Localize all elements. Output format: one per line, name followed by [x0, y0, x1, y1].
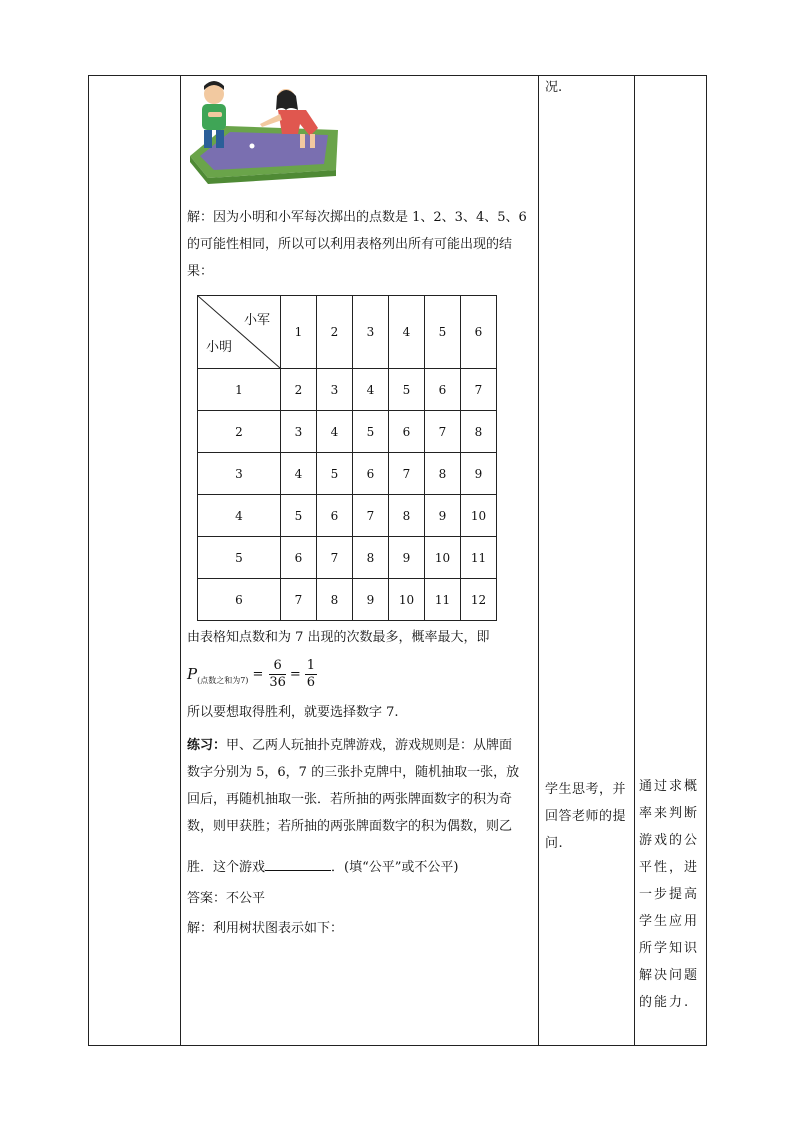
- formula-eq-1: =: [252, 666, 264, 682]
- row-header-1: 1: [198, 369, 281, 411]
- sum-cell: 6: [281, 537, 317, 579]
- choose-line: 所以要想取得胜利，就要选择数字 7.: [187, 705, 399, 720]
- sum-cell: 9: [425, 495, 461, 537]
- probability-formula: [187, 654, 319, 694]
- row-header-6: 6: [198, 579, 281, 621]
- exercise-label: 练习：: [187, 738, 227, 753]
- frac2-denominator: 6: [306, 674, 316, 690]
- sum-cell: 12: [461, 579, 497, 621]
- sum-cell: 10: [461, 495, 497, 537]
- sum-cell: 9: [461, 453, 497, 495]
- sum-cell: 4: [353, 369, 389, 411]
- formula-subscript: (点数之和为7): [197, 675, 249, 685]
- sum-cell: 4: [317, 411, 353, 453]
- solution-line-1: 解：因为小明和小军每次掷出的点数是 1、2、3、4、5、6: [187, 210, 527, 225]
- answer-blank: [265, 857, 331, 871]
- column-divider-3: [634, 76, 635, 1045]
- sum-cell: 11: [425, 579, 461, 621]
- col-header-4: 4: [389, 296, 425, 369]
- sum-cell: 5: [389, 369, 425, 411]
- sum-cell: 9: [389, 537, 425, 579]
- sum-cell: 8: [389, 495, 425, 537]
- fraction-1-6: [305, 658, 317, 691]
- previous-row-text: 况.: [545, 80, 563, 95]
- table-row: [198, 411, 497, 453]
- sum-cell: 9: [353, 579, 389, 621]
- sum-cell: 4: [281, 453, 317, 495]
- student-activity: 学生思考，并回答老师的提问.: [545, 782, 627, 851]
- sum-cell: 2: [281, 369, 317, 411]
- row-header-4: 4: [198, 495, 281, 537]
- sum-cell: 3: [281, 411, 317, 453]
- sum-cell: 6: [317, 495, 353, 537]
- row-header-3: 3: [198, 453, 281, 495]
- col-header-1: 1: [281, 296, 317, 369]
- sum-cell: 7: [317, 537, 353, 579]
- sum-cell: 5: [353, 411, 389, 453]
- sum-cell: 6: [425, 369, 461, 411]
- exercise-line-3: 回后，再随机抽取一张．若所抽的两张牌面数字的积为奇: [187, 792, 513, 807]
- exercise-text-1: 甲、乙两人玩抽扑克牌游戏，游戏规则是：从牌面: [226, 738, 513, 753]
- solution-line-2: 的可能性相同，所以可以利用表格列出所有可能出现的结: [187, 237, 513, 252]
- solution-line-3: 果：: [187, 264, 214, 279]
- sum-cell: 8: [353, 537, 389, 579]
- design-purpose: 通过求概率来判断游戏的公平性，进一步提高学生应用所学知识解决问题的能力.: [639, 779, 700, 1010]
- dice-game-illustration: [186, 80, 346, 192]
- sum-cell: 8: [425, 453, 461, 495]
- table-row: [198, 369, 497, 411]
- sum-cell: 7: [389, 453, 425, 495]
- table-row: [198, 537, 497, 579]
- sum-cell: 5: [281, 495, 317, 537]
- column-divider-2: [538, 76, 539, 1045]
- column-divider-1: [180, 76, 181, 1045]
- col-header-2: 2: [317, 296, 353, 369]
- sum-cell: 10: [425, 537, 461, 579]
- frac1-denominator: 36: [269, 674, 286, 690]
- conclusion-line: 由表格知点数和为 7 出现的次数最多，概率最大，即: [187, 630, 490, 645]
- frac2-numerator: 1: [306, 657, 316, 673]
- corner-label-xiaojun: 小军: [243, 313, 270, 328]
- exercise-last-end: ．(填“公平”或不公平): [331, 860, 459, 875]
- sum-cell: 5: [317, 453, 353, 495]
- table-row: [198, 495, 497, 537]
- col-header-3: 3: [353, 296, 389, 369]
- tree-diagram-line: 解：利用树状图表示如下：: [187, 921, 344, 936]
- fraction-6-36: [269, 658, 286, 691]
- sum-cell: 7: [461, 369, 497, 411]
- exercise-line-5: [187, 857, 458, 878]
- formula-eq-2: =: [289, 666, 301, 682]
- table-header-row: [198, 296, 497, 369]
- col-header-5: 5: [425, 296, 461, 369]
- sum-cell: 7: [353, 495, 389, 537]
- sum-cell: 8: [461, 411, 497, 453]
- formula-p: P: [187, 665, 198, 683]
- row-header-2: 2: [198, 411, 281, 453]
- sum-cell: 6: [353, 453, 389, 495]
- sum-cell: 8: [317, 579, 353, 621]
- answer-line: 答案：不公平: [187, 891, 266, 906]
- table-row: [198, 579, 497, 621]
- sum-cell: 11: [461, 537, 497, 579]
- table-corner-cell: [198, 296, 281, 369]
- outcome-table: [197, 295, 497, 621]
- sum-cell: 3: [317, 369, 353, 411]
- sum-cell: 7: [281, 579, 317, 621]
- exercise-line-1: [187, 736, 512, 756]
- corner-label-xiaoming: 小明: [206, 340, 233, 355]
- col-header-6: 6: [461, 296, 497, 369]
- row-header-5: 5: [198, 537, 281, 579]
- table-row: [198, 453, 497, 495]
- sum-cell: 6: [389, 411, 425, 453]
- exercise-line-2: 数字分别为 5，6，7 的三张扑克牌中，随机抽取一张，放: [187, 765, 520, 780]
- exercise-line-4: 数，则甲获胜；若所抽的两张牌面数字的积为偶数，则乙: [187, 819, 513, 834]
- frac1-numerator: 6: [269, 658, 286, 675]
- sum-cell: 7: [425, 411, 461, 453]
- exercise-last-start: 胜．这个游戏: [187, 860, 266, 875]
- sum-cell: 10: [389, 579, 425, 621]
